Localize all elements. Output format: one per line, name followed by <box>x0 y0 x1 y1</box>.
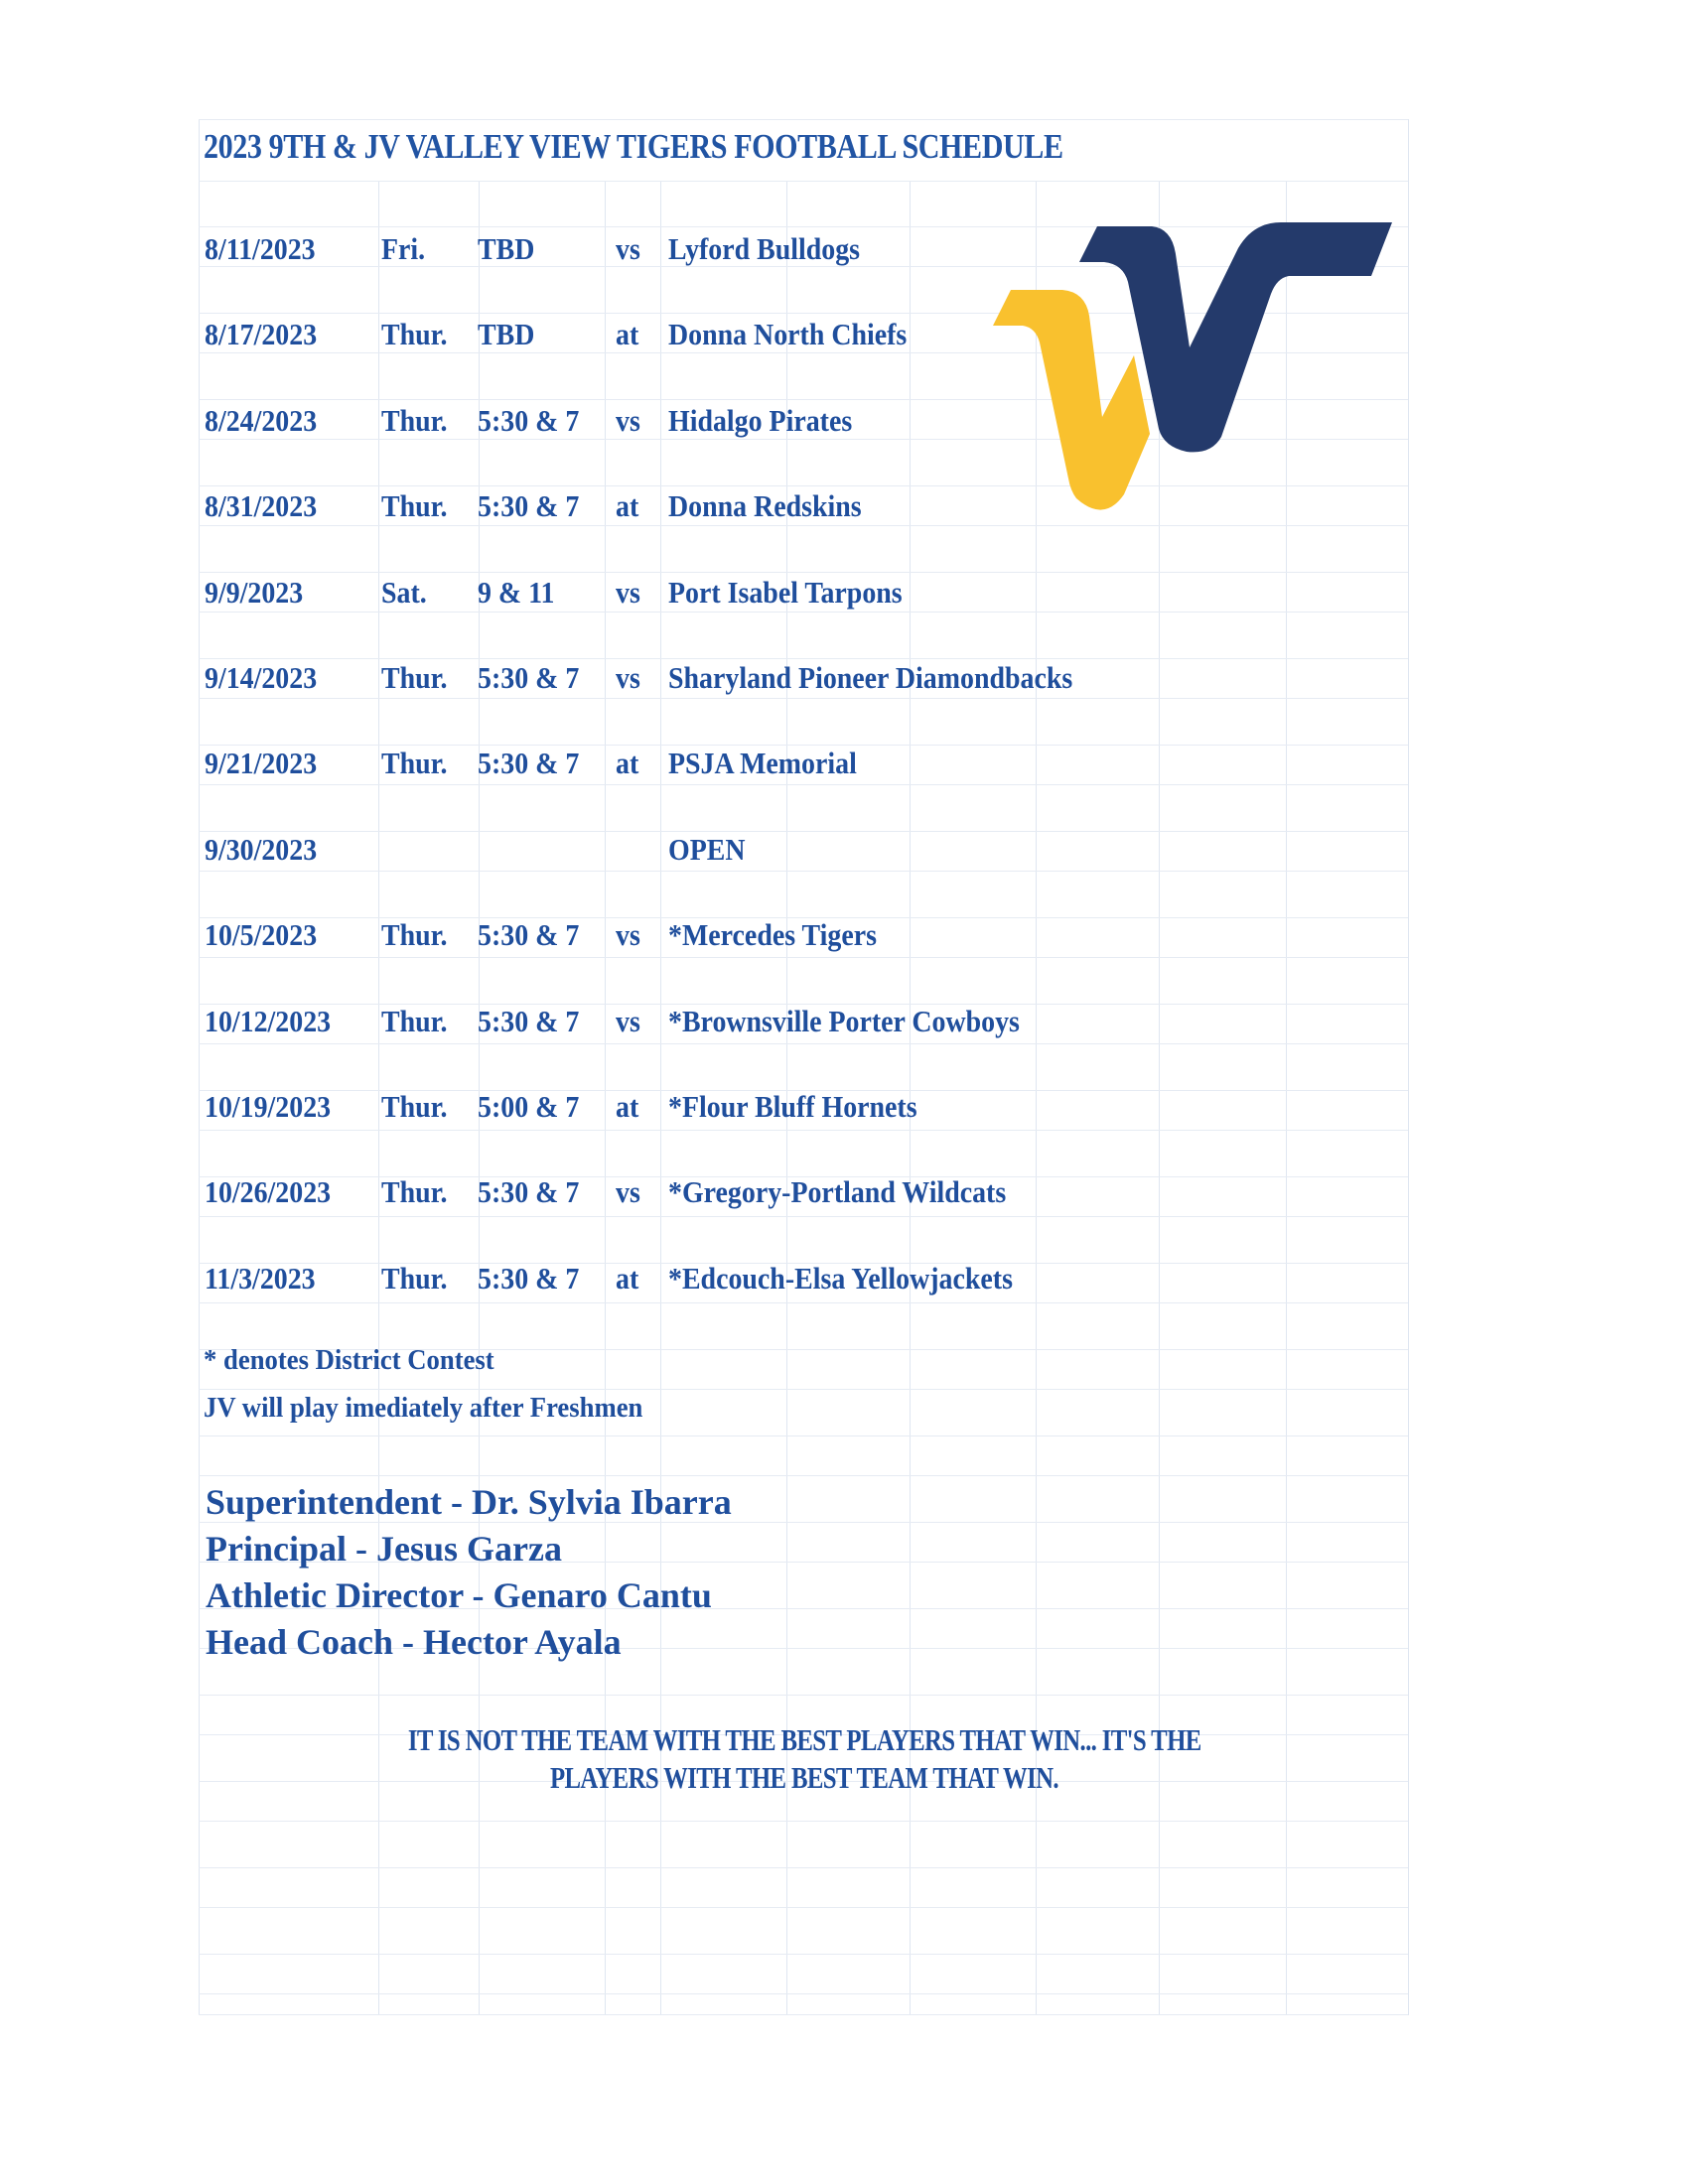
game-date: 10/26/2023 <box>205 1174 332 1210</box>
game-date: 10/5/2023 <box>205 917 318 953</box>
game-time: 5:30 & 7 <box>478 917 580 953</box>
game-time: 5:30 & 7 <box>478 1260 580 1296</box>
schedule-row <box>0 313 1688 356</box>
home-away: vs <box>616 660 640 695</box>
home-away: vs <box>616 1003 640 1038</box>
game-day: Thur. <box>381 1003 448 1038</box>
jv-note: JV will play imediately after Freshmen <box>204 1392 643 1424</box>
game-day: Sat. <box>381 574 427 610</box>
game-time: 5:00 & 7 <box>478 1089 580 1124</box>
schedule-row <box>0 1257 1688 1300</box>
game-date: 8/24/2023 <box>205 402 318 438</box>
staff-head-coach: Head Coach - Hector Ayala <box>206 1622 622 1662</box>
game-time: 5:30 & 7 <box>478 402 580 438</box>
game-time: 5:30 & 7 <box>478 1003 580 1038</box>
home-away: vs <box>616 917 640 953</box>
schedule-row <box>0 399 1688 443</box>
game-date: 8/31/2023 <box>205 488 318 524</box>
schedule-row <box>0 656 1688 700</box>
game-date: 11/3/2023 <box>205 1260 316 1296</box>
game-day: Thur. <box>381 1260 448 1296</box>
opponent-name: *Edcouch-Elsa Yellowjackets <box>668 1260 1013 1296</box>
game-day: Thur. <box>381 1174 448 1210</box>
page-title: 2023 9TH & JV VALLEY VIEW TIGERS FOOTBALL SCHEDULE <box>204 127 1063 166</box>
opponent-name: Donna North Chiefs <box>668 317 908 352</box>
game-day: Thur. <box>381 746 448 781</box>
home-away: vs <box>616 574 640 610</box>
opponent-name: Donna Redskins <box>668 488 862 524</box>
staff-athletic-director: Athletic Director - Genaro Cantu <box>206 1575 712 1615</box>
game-date: 9/21/2023 <box>205 746 318 781</box>
game-time: TBD <box>478 231 535 266</box>
game-time: 5:30 & 7 <box>478 660 580 695</box>
game-day: Thur. <box>381 660 448 695</box>
staff-superintendent: Superintendent - Dr. Sylvia Ibarra <box>206 1482 732 1522</box>
opponent-name: Port Isabel Tarpons <box>668 574 903 610</box>
opponent-name: Sharyland Pioneer Diamondbacks <box>668 660 1073 695</box>
game-time: 5:30 & 7 <box>478 746 580 781</box>
home-away: vs <box>616 1174 640 1210</box>
game-date: 8/11/2023 <box>205 231 316 266</box>
game-time: TBD <box>478 317 535 352</box>
opponent-name: Lyford Bulldogs <box>668 231 861 266</box>
home-away: at <box>616 1260 639 1296</box>
home-away: at <box>616 1089 639 1124</box>
schedule-row <box>0 1170 1688 1214</box>
game-time: 5:30 & 7 <box>478 1174 580 1210</box>
game-date: 9/14/2023 <box>205 660 318 695</box>
game-day: Thur. <box>381 317 448 352</box>
schedule-row <box>0 828 1688 872</box>
home-away: vs <box>616 402 640 438</box>
game-day: Thur. <box>381 917 448 953</box>
home-away: at <box>616 746 639 781</box>
game-day: Thur. <box>381 488 448 524</box>
opponent-name: *Mercedes Tigers <box>668 917 877 953</box>
district-note: * denotes District Contest <box>204 1344 494 1376</box>
game-date: 9/30/2023 <box>205 831 318 867</box>
schedule-row <box>0 484 1688 528</box>
quote-line-2: PLAYERS WITH THE BEST TEAM THAT WIN. <box>549 1760 1058 1795</box>
game-day: Thur. <box>381 1089 448 1124</box>
schedule-row <box>0 1000 1688 1043</box>
opponent-name: *Flour Bluff Hornets <box>668 1089 917 1124</box>
quote-line-1: IT IS NOT THE TEAM WITH THE BEST PLAYERS THAT WIN... IT'S THE <box>407 1722 1201 1757</box>
opponent-name: *Brownsville Porter Cowboys <box>668 1003 1020 1038</box>
game-date: 10/19/2023 <box>205 1089 332 1124</box>
home-away: at <box>616 488 639 524</box>
schedule-row <box>0 913 1688 957</box>
opponent-name: OPEN <box>668 831 746 867</box>
game-date: 9/9/2023 <box>205 574 304 610</box>
game-time: 9 & 11 <box>478 574 555 610</box>
schedule-row <box>0 227 1688 271</box>
schedule-row <box>0 742 1688 785</box>
schedule-row <box>0 571 1688 614</box>
game-date: 10/12/2023 <box>205 1003 332 1038</box>
opponent-name: PSJA Memorial <box>668 746 857 781</box>
game-date: 8/17/2023 <box>205 317 318 352</box>
opponent-name: *Gregory-Portland Wildcats <box>668 1174 1007 1210</box>
opponent-name: Hidalgo Pirates <box>668 402 853 438</box>
game-day: Thur. <box>381 402 448 438</box>
staff-principal: Principal - Jesus Garza <box>206 1529 562 1569</box>
home-away: at <box>616 317 639 352</box>
home-away: vs <box>616 231 640 266</box>
schedule-row <box>0 1085 1688 1129</box>
game-day: Fri. <box>381 231 426 266</box>
game-time: 5:30 & 7 <box>478 488 580 524</box>
